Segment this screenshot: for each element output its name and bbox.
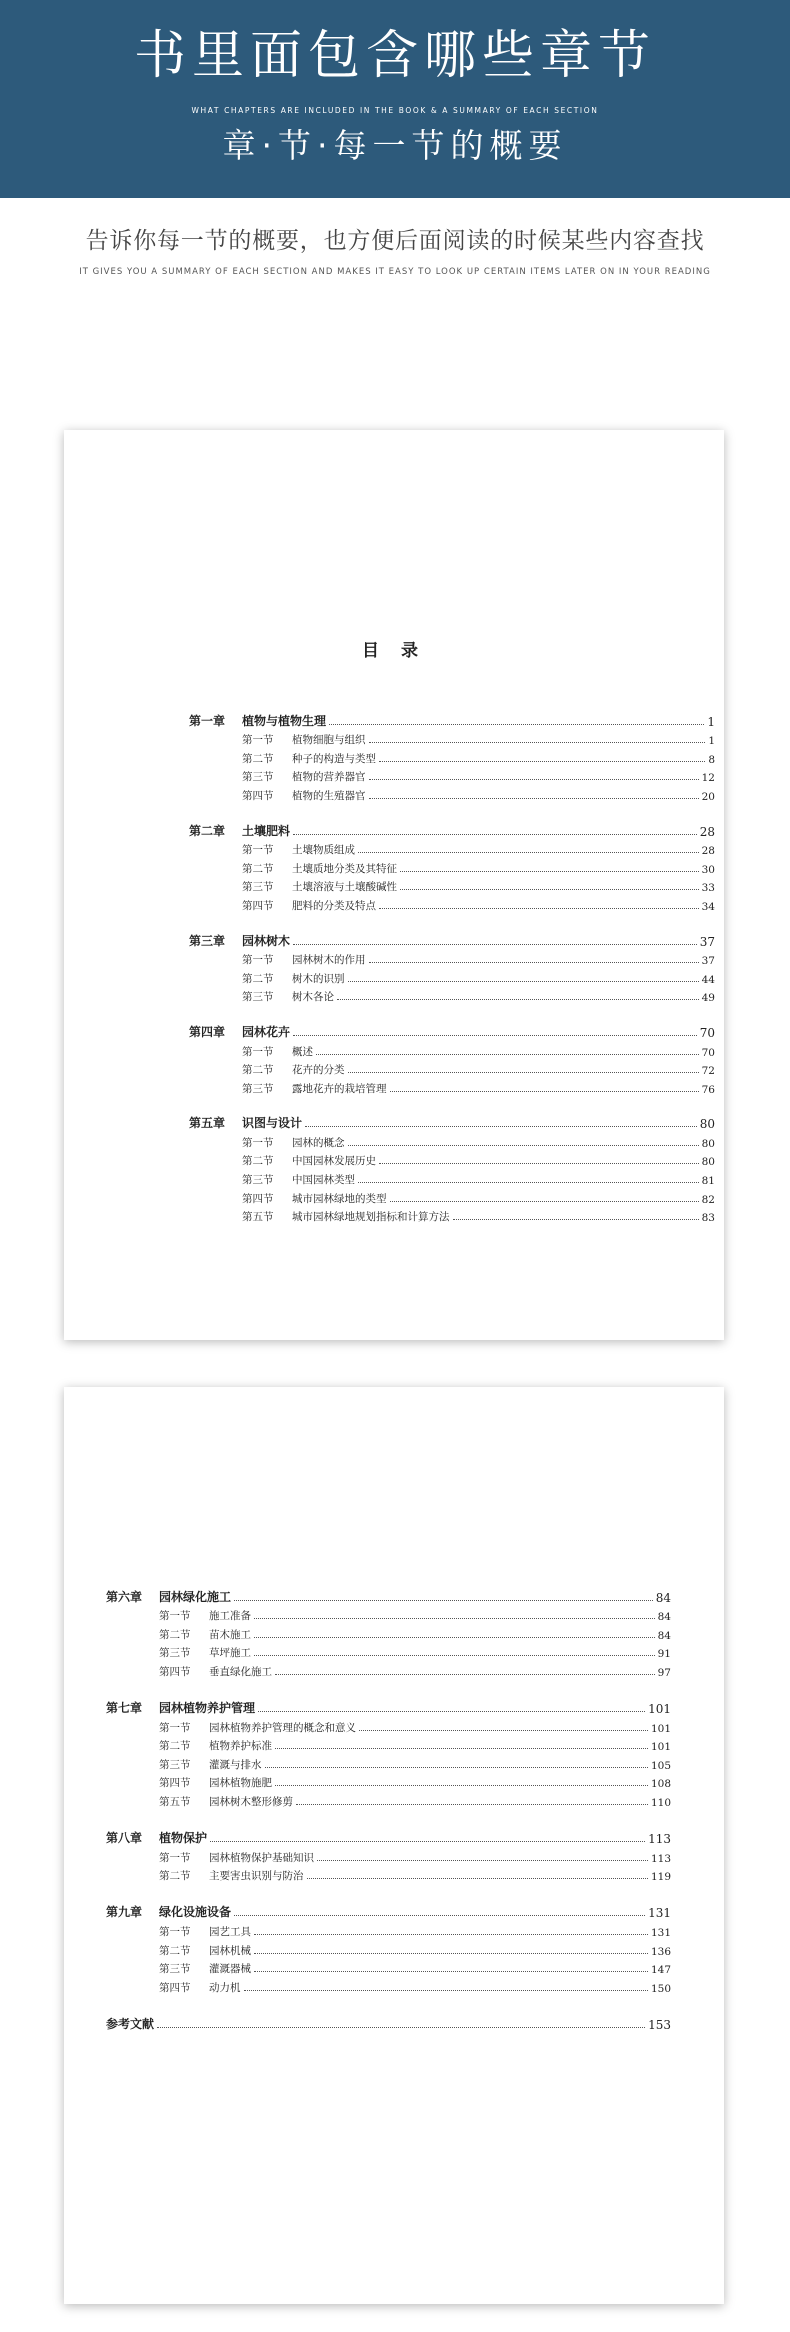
section-number: 第二节 bbox=[159, 1740, 191, 1753]
chapter-title: 园林植物养护管理 bbox=[159, 1701, 256, 1716]
toc-section-entry bbox=[189, 766, 715, 785]
section-title: 种子的构造与类型 bbox=[292, 752, 376, 765]
section-title: 概述 bbox=[292, 1045, 313, 1058]
chapter-number: 第九章 bbox=[106, 1905, 143, 1920]
toc-section-entry bbox=[189, 729, 715, 748]
section-number: 第二节 bbox=[242, 1064, 274, 1077]
section-title: 土壤溶液与土壤酸碱性 bbox=[292, 881, 397, 894]
toc-chapter-entry bbox=[189, 1021, 715, 1040]
chapter-number: 第三章 bbox=[189, 933, 226, 948]
toc-chapter-entry bbox=[189, 820, 715, 839]
section-title: 园林机械 bbox=[209, 1944, 251, 1957]
section-title: 园林植物养护管理的概念和意义 bbox=[209, 1721, 356, 1734]
page-number: 1 bbox=[707, 714, 715, 729]
toc-section-entry bbox=[106, 1660, 671, 1679]
section-title: 树木的识别 bbox=[292, 972, 345, 985]
dot-leader bbox=[254, 1618, 655, 1619]
chapter-gap bbox=[189, 1096, 715, 1113]
page-number: 150 bbox=[650, 1982, 671, 1995]
toc-section-entry bbox=[189, 1150, 715, 1169]
toc-section-entry bbox=[106, 1753, 671, 1772]
toc-section-entry bbox=[106, 1920, 671, 1939]
dot-leader bbox=[244, 1990, 648, 1991]
section-title: 植物的营养器官 bbox=[292, 771, 366, 784]
page-number: 30 bbox=[701, 863, 715, 876]
section-title: 灌溉与排水 bbox=[209, 1758, 262, 1771]
section-number: 第二节 bbox=[159, 1628, 191, 1641]
section-title: 园艺工具 bbox=[209, 1926, 251, 1938]
toc-section-entry bbox=[189, 876, 715, 895]
section-number: 第三节 bbox=[242, 1174, 274, 1187]
dot-leader bbox=[329, 724, 704, 725]
chapter-number: 第二章 bbox=[189, 823, 226, 838]
dot-leader bbox=[400, 871, 699, 872]
section-number: 第一节 bbox=[159, 1610, 191, 1623]
page-number: 28 bbox=[699, 824, 715, 839]
chapter-number: 第八章 bbox=[106, 1831, 143, 1846]
section-number: 第三节 bbox=[242, 881, 274, 894]
section-title: 主要害虫识别与防治 bbox=[209, 1870, 304, 1883]
header-banner bbox=[0, 0, 790, 198]
section-title: 动力机 bbox=[209, 1981, 241, 1994]
toc-section-entry bbox=[189, 1040, 715, 1059]
toc-section-entry bbox=[106, 1642, 671, 1661]
page-number: 110 bbox=[650, 1797, 671, 1810]
banner-english-subtitle: WHAT CHAPTERS ARE INCLUDED IN THE BOOK & A SUMMARY OF EACH SECTION bbox=[191, 106, 599, 115]
toc-section-entry bbox=[106, 1623, 671, 1642]
toc-section-entry bbox=[106, 1846, 671, 1865]
section-title: 灌溉器械 bbox=[209, 1963, 251, 1976]
page-number: 28 bbox=[701, 845, 715, 858]
chapter-gap bbox=[189, 913, 715, 930]
chapter-title: 土壤肥料 bbox=[242, 823, 291, 838]
section-number: 第二节 bbox=[242, 862, 274, 875]
page-number: 153 bbox=[648, 2017, 671, 2032]
dot-leader bbox=[254, 1637, 655, 1638]
dot-leader bbox=[390, 1091, 699, 1092]
section-title: 土壤物质组成 bbox=[292, 844, 355, 857]
toc-section-entry bbox=[106, 1772, 671, 1791]
dot-leader bbox=[400, 889, 699, 890]
page-number: 44 bbox=[701, 973, 715, 986]
dot-leader bbox=[379, 761, 705, 762]
section-number: 第四节 bbox=[242, 789, 274, 802]
toc-section-entry bbox=[106, 1865, 671, 1884]
chapter-number: 第一章 bbox=[189, 713, 226, 728]
section-title: 园林树木的作用 bbox=[292, 954, 366, 967]
chapter-title: 园林花卉 bbox=[242, 1024, 291, 1039]
chapter-title: 绿化设施设备 bbox=[159, 1905, 232, 1920]
dot-leader bbox=[369, 962, 699, 963]
dot-leader bbox=[254, 1971, 648, 1972]
dot-leader bbox=[316, 1054, 699, 1055]
toc-section-entry bbox=[189, 784, 715, 803]
dot-leader bbox=[254, 1934, 648, 1935]
toc-list bbox=[189, 710, 715, 1224]
section-number: 第四节 bbox=[159, 1665, 191, 1678]
chapter-gap bbox=[189, 1004, 715, 1021]
banner-title: 书里面包含哪些章节 bbox=[133, 26, 656, 86]
page-number: 76 bbox=[701, 1083, 715, 1096]
page-number: 105 bbox=[650, 1759, 671, 1772]
section-title: 园林的概念 bbox=[292, 1136, 345, 1149]
toc-section-entry bbox=[189, 747, 715, 766]
section-title: 露地花卉的栽培管理 bbox=[292, 1082, 387, 1095]
toc-section-entry bbox=[106, 1735, 671, 1754]
toc-chapter-entry bbox=[106, 2013, 671, 2032]
dot-leader bbox=[453, 1219, 699, 1220]
page-number: 70 bbox=[701, 1046, 715, 1059]
toc-section-entry bbox=[189, 839, 715, 858]
page-number: 101 bbox=[650, 1741, 671, 1754]
toc-chapter-entry bbox=[106, 1902, 671, 1921]
intro-text: 告诉你每一节的概要，也方便后面阅读的时候某些内容查找 bbox=[85, 228, 705, 254]
page-number: 113 bbox=[650, 1852, 671, 1865]
toc-section-entry bbox=[106, 1976, 671, 1995]
section-number: 第四节 bbox=[242, 1192, 274, 1205]
section-title: 苗木施工 bbox=[209, 1628, 251, 1641]
section-title: 肥料的分类及特点 bbox=[292, 899, 376, 912]
section-number: 第三节 bbox=[159, 1758, 191, 1771]
page-number: 101 bbox=[650, 1722, 671, 1735]
section-number: 第一节 bbox=[242, 734, 274, 747]
dot-leader bbox=[258, 1711, 645, 1712]
toc-section-entry bbox=[189, 1187, 715, 1206]
intro-english-text: IT GIVES YOU A SUMMARY OF EACH SECTION AND MAKES IT EASY TO LOOK UP CERTAIN ITEMS LATER ON IN YOUR READING bbox=[79, 267, 711, 277]
section-number: 第二节 bbox=[242, 972, 274, 985]
section-number: 第一节 bbox=[242, 844, 274, 857]
toc-chapter-entry bbox=[189, 710, 715, 729]
page-number: 80 bbox=[699, 1117, 715, 1132]
section-title: 草坪施工 bbox=[209, 1647, 251, 1660]
page-number: 37 bbox=[699, 934, 715, 949]
dot-leader bbox=[296, 1804, 648, 1805]
page-number: 20 bbox=[701, 790, 715, 803]
section-title: 园林树木整形修剪 bbox=[209, 1796, 293, 1809]
page-number: 49 bbox=[701, 992, 715, 1005]
dot-leader bbox=[369, 779, 699, 780]
chapter-gap bbox=[106, 1883, 671, 1902]
section-number: 第一节 bbox=[159, 1926, 191, 1938]
section-number: 第一节 bbox=[242, 954, 274, 967]
toc-page-1 bbox=[64, 430, 724, 1340]
dot-leader bbox=[275, 1785, 648, 1786]
section-title: 植物的生殖器官 bbox=[292, 789, 366, 802]
section-title: 垂直绿化施工 bbox=[209, 1665, 272, 1678]
chapter-title: 园林绿化施工 bbox=[159, 1589, 232, 1604]
section-number: 第一节 bbox=[242, 1136, 274, 1149]
section-number: 第五节 bbox=[159, 1796, 191, 1809]
chapter-number: 第四章 bbox=[189, 1024, 226, 1039]
section-number: 第三节 bbox=[159, 1647, 191, 1660]
page-number: 80 bbox=[701, 1137, 715, 1150]
toc-section-entry bbox=[106, 1716, 671, 1735]
toc-section-entry bbox=[189, 1077, 715, 1096]
dot-leader bbox=[305, 1126, 697, 1127]
chapter-number: 第六章 bbox=[106, 1589, 143, 1604]
dot-leader bbox=[348, 1072, 699, 1073]
section-title: 植物养护标准 bbox=[209, 1740, 272, 1753]
page-number: 33 bbox=[701, 882, 715, 895]
section-title: 施工准备 bbox=[209, 1610, 251, 1623]
dot-leader bbox=[157, 2027, 645, 2028]
toc-chapter-entry bbox=[106, 1828, 671, 1847]
toc-section-entry bbox=[189, 857, 715, 876]
chapter-title: 参考文献 bbox=[106, 2016, 155, 2031]
section-number: 第四节 bbox=[159, 1777, 191, 1790]
toc-section-entry bbox=[189, 894, 715, 913]
page-number: 72 bbox=[701, 1065, 715, 1078]
page-number: 136 bbox=[650, 1945, 671, 1958]
toc-section-entry bbox=[189, 1131, 715, 1150]
section-title: 中国园林类型 bbox=[292, 1174, 355, 1187]
page-number: 34 bbox=[701, 900, 715, 913]
chapter-title: 植物保护 bbox=[159, 1831, 208, 1846]
section-number: 第二节 bbox=[242, 752, 274, 765]
toc-section-entry bbox=[189, 986, 715, 1005]
toc-section-entry bbox=[106, 1790, 671, 1809]
banner-subtitle: 章·节·每一节的概要 bbox=[222, 126, 568, 165]
page-number: 131 bbox=[650, 1927, 671, 1939]
page-number: 70 bbox=[699, 1025, 715, 1040]
page-number: 147 bbox=[650, 1964, 671, 1977]
page-number: 119 bbox=[650, 1871, 671, 1884]
page-number: 8 bbox=[708, 753, 715, 766]
toc-chapter-entry bbox=[189, 1113, 715, 1132]
toc-section-entry bbox=[189, 967, 715, 986]
page-number: 84 bbox=[657, 1611, 671, 1624]
toc-section-entry bbox=[106, 1605, 671, 1624]
toc-section-entry bbox=[106, 1958, 671, 1977]
dot-leader bbox=[254, 1655, 655, 1656]
page-number: 80 bbox=[701, 1156, 715, 1169]
dot-leader bbox=[369, 798, 699, 799]
dot-leader bbox=[358, 852, 699, 853]
chapter-number: 第五章 bbox=[189, 1116, 226, 1131]
toc-page-2 bbox=[64, 1387, 724, 2304]
chapter-title: 园林树木 bbox=[242, 933, 291, 948]
section-number: 第三节 bbox=[242, 1082, 274, 1095]
chapter-gap bbox=[189, 803, 715, 820]
toc-section-entry bbox=[189, 1168, 715, 1187]
section-number: 第一节 bbox=[159, 1721, 191, 1734]
chapter-gap bbox=[106, 1679, 671, 1698]
toc-list bbox=[106, 1586, 671, 2032]
toc-section-entry bbox=[189, 949, 715, 968]
section-number: 第三节 bbox=[242, 991, 274, 1004]
dot-leader bbox=[275, 1748, 648, 1749]
page-number: 97 bbox=[657, 1666, 671, 1679]
page-number: 81 bbox=[701, 1175, 715, 1188]
page-number: 84 bbox=[655, 1590, 671, 1605]
section-title: 园林植物保护基础知识 bbox=[209, 1851, 314, 1864]
section-number: 第一节 bbox=[159, 1851, 191, 1864]
section-title: 城市园林绿地规划指标和计算方法 bbox=[292, 1211, 450, 1224]
dot-leader bbox=[358, 1182, 699, 1183]
chapter-title: 植物与植物生理 bbox=[242, 713, 327, 728]
page-number: 37 bbox=[701, 955, 715, 968]
page-number: 108 bbox=[650, 1778, 671, 1791]
section-title: 树木各论 bbox=[292, 991, 334, 1004]
page-number: 82 bbox=[701, 1193, 715, 1206]
dot-leader bbox=[317, 1860, 648, 1861]
dot-leader bbox=[337, 999, 699, 1000]
dot-leader bbox=[293, 1035, 697, 1036]
section-number: 第二节 bbox=[159, 1870, 191, 1883]
section-title: 城市园林绿地的类型 bbox=[292, 1192, 387, 1205]
page-number: 1 bbox=[708, 735, 715, 748]
toc-chapter-entry bbox=[189, 930, 715, 949]
dot-leader bbox=[210, 1841, 645, 1842]
toc-chapter-entry bbox=[106, 1697, 671, 1716]
section-number: 第五节 bbox=[242, 1211, 274, 1224]
dot-leader bbox=[379, 908, 699, 909]
dot-leader bbox=[234, 1915, 645, 1916]
dot-leader bbox=[265, 1767, 648, 1768]
toc-title: 目 录 bbox=[362, 641, 426, 661]
section-number: 第三节 bbox=[159, 1963, 191, 1976]
page-number: 12 bbox=[701, 772, 715, 785]
dot-leader bbox=[369, 742, 706, 743]
section-title: 中国园林发展历史 bbox=[292, 1155, 376, 1168]
chapter-gap bbox=[106, 1995, 671, 2014]
dot-leader bbox=[390, 1201, 699, 1202]
chapter-gap bbox=[106, 1809, 671, 1828]
dot-leader bbox=[254, 1953, 648, 1954]
page-number: 101 bbox=[648, 1702, 671, 1717]
dot-leader bbox=[348, 981, 699, 982]
toc-section-entry bbox=[189, 1206, 715, 1225]
page-number: 91 bbox=[657, 1648, 671, 1661]
page-number: 83 bbox=[701, 1212, 715, 1225]
section-title: 园林植物施肥 bbox=[209, 1777, 272, 1790]
dot-leader bbox=[234, 1600, 653, 1601]
toc-chapter-entry bbox=[106, 1586, 671, 1605]
dot-leader bbox=[359, 1730, 648, 1731]
dot-leader bbox=[293, 944, 697, 945]
section-title: 植物细胞与组织 bbox=[292, 734, 366, 747]
section-number: 第三节 bbox=[242, 771, 274, 784]
dot-leader bbox=[275, 1674, 655, 1675]
page-number: 113 bbox=[648, 1832, 671, 1847]
section-number: 第四节 bbox=[159, 1981, 191, 1994]
section-number: 第一节 bbox=[242, 1045, 274, 1058]
toc-section-entry bbox=[106, 1939, 671, 1958]
section-title: 土壤质地分类及其特征 bbox=[292, 862, 397, 875]
page-number: 84 bbox=[657, 1629, 671, 1642]
dot-leader bbox=[348, 1145, 699, 1146]
dot-leader bbox=[293, 834, 697, 835]
section-number: 第二节 bbox=[242, 1155, 274, 1168]
chapter-number: 第七章 bbox=[106, 1701, 143, 1716]
section-number: 第二节 bbox=[159, 1944, 191, 1957]
section-number: 第四节 bbox=[242, 899, 274, 912]
dot-leader bbox=[379, 1163, 699, 1164]
section-title: 花卉的分类 bbox=[292, 1064, 345, 1077]
dot-leader bbox=[307, 1878, 648, 1879]
chapter-title: 识图与设计 bbox=[242, 1116, 303, 1131]
toc-section-entry bbox=[189, 1059, 715, 1078]
page-number: 131 bbox=[648, 1906, 671, 1921]
